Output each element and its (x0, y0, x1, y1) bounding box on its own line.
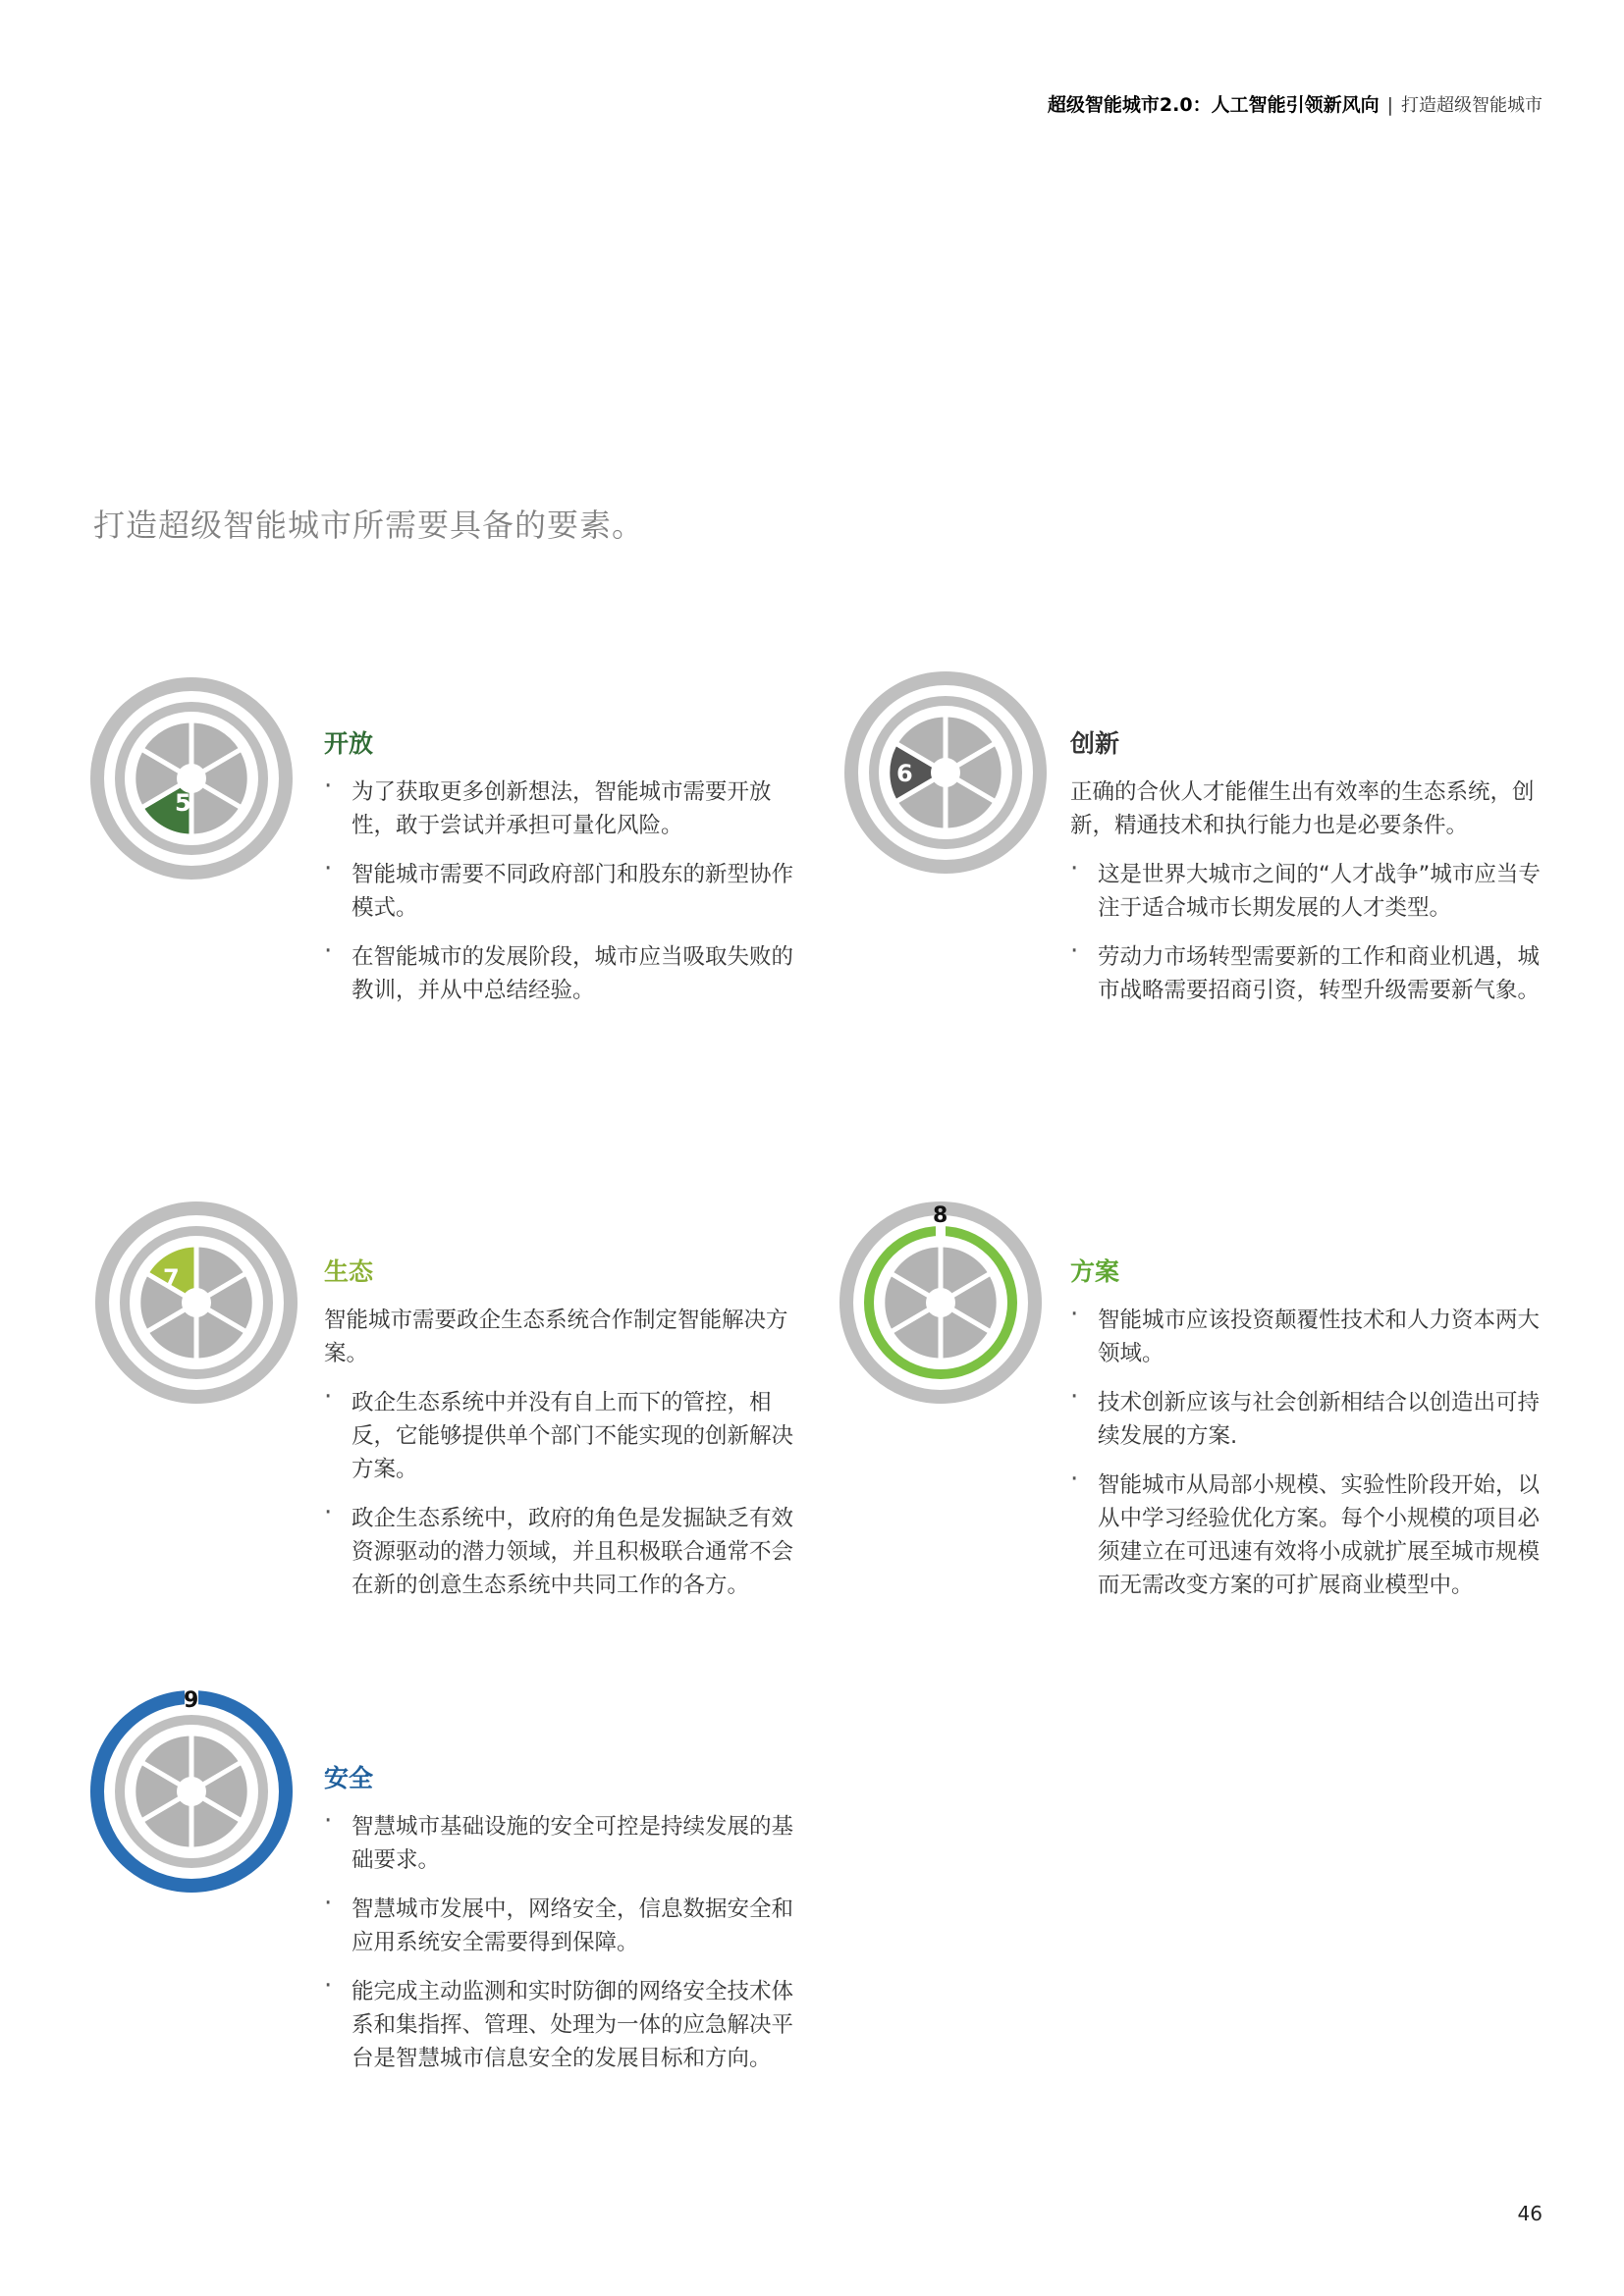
ring-diagram-9 (88, 1688, 295, 1895)
header-separator: | (1386, 94, 1393, 116)
element-7-ring-icon (93, 1200, 299, 1406)
bullet-list (1070, 1304, 1546, 1602)
list-item: · 智慧城市基础设施的安全可控是持续发展的基础要求。 (324, 1810, 800, 1877)
ring-number-7: 7 (163, 1264, 180, 1292)
ring-number-8: 8 (933, 1203, 948, 1228)
section-title: 创新 (1070, 729, 1120, 758)
section-innovation-content (1070, 724, 1546, 1023)
element-6-ring-icon (842, 669, 1049, 876)
bullet-list (324, 775, 800, 1007)
element-5-ring-icon (88, 675, 295, 881)
bullet-list (1070, 858, 1546, 1007)
list-item: · 智能城市应该投资颠覆性技术和人力资本两大领域。 (1070, 1304, 1546, 1370)
ring-number-6: 6 (896, 760, 913, 787)
page-number: 46 (1517, 2202, 1543, 2225)
list-item: · 智能城市需要不同政府部门和股东的新型协作模式。 (324, 858, 800, 925)
ring-diagram-7 (93, 1200, 299, 1406)
list-item: · 能完成主动监测和实时防御的网络安全技术体系和集指挥、管理、处理为一体的应急解决平台是智慧城市信息安全的发展目标和方向。 (324, 1975, 800, 2075)
ring-diagram-8 (838, 1200, 1044, 1406)
header-subtitle: 打造超级智能城市 (1401, 95, 1543, 116)
list-item: · 在智能城市的发展阶段，城市应当吸取失败的教训，并从中总结经验。 (324, 940, 800, 1007)
section-openness-content (324, 724, 800, 1023)
bullet-list (324, 1810, 800, 2075)
section-security-content (324, 1759, 800, 2091)
list-item: · 政企生态系统中，政府的角色是发掘缺乏有效资源驱动的潜力领域，并且积极联合通常不会在新的创意生态系统中共同工作的各方。 (324, 1502, 800, 1602)
bullet-list (324, 1386, 800, 1602)
section-title: 开放 (324, 729, 374, 758)
list-item: · 政企生态系统中并没有自上而下的管控，相反，它能够提供单个部门不能实现的创新解决方案。 (324, 1386, 800, 1486)
section-title: 生态 (324, 1257, 374, 1286)
element-8-ring-icon (838, 1200, 1044, 1406)
running-header (1048, 90, 1543, 117)
section-title: 安全 (324, 1764, 374, 1792)
list-item: · 智能城市从局部小规模、实验性阶段开始，以从中学习经验优化方案。每个小规模的项目必须建立在可迅速有效将小成就扩展至城市规模而无需改变方案的可扩展商业模型中。 (1070, 1468, 1546, 1602)
list-item: · 智慧城市发展中，网络安全，信息数据安全和应用系统安全需要得到保障。 (324, 1893, 800, 1959)
element-9-ring-icon (88, 1688, 295, 1895)
ring-number-5: 5 (175, 789, 191, 817)
ring-diagram-6 (842, 669, 1049, 876)
intro-heading: 打造超级智能城市所需要具备的要素。 (93, 507, 645, 544)
list-item: · 劳动力市场转型需要新的工作和商业机遇，城市战略需要招商引资，转型升级需要新气象。 (1070, 940, 1546, 1007)
section-ecosystem-content (324, 1253, 800, 1618)
list-item: · 技术创新应该与社会创新相结合以创造出可持续发展的方案. (1070, 1386, 1546, 1453)
list-item: · 这是世界大城市之间的“人才战争”城市应当专注于适合城市长期发展的人才类型。 (1070, 858, 1546, 925)
section-solution-content (1070, 1253, 1546, 1618)
section-lead: 正确的合伙人才能催生出有效率的生态系统，创新，精通技术和执行能力也是必要条件。 (1070, 779, 1535, 838)
section-lead: 智能城市需要政企生态系统合作制定智能解决方案。 (324, 1308, 788, 1366)
list-item: · 为了获取更多创新想法，智能城市需要开放性，敢于尝试并承担可量化风险。 (324, 775, 800, 842)
section-title: 方案 (1070, 1257, 1120, 1286)
ring-number-9: 9 (184, 1688, 199, 1713)
header-title: 超级智能城市2.0：人工智能引领新风向 (1047, 94, 1380, 116)
ring-diagram-5 (88, 675, 295, 881)
